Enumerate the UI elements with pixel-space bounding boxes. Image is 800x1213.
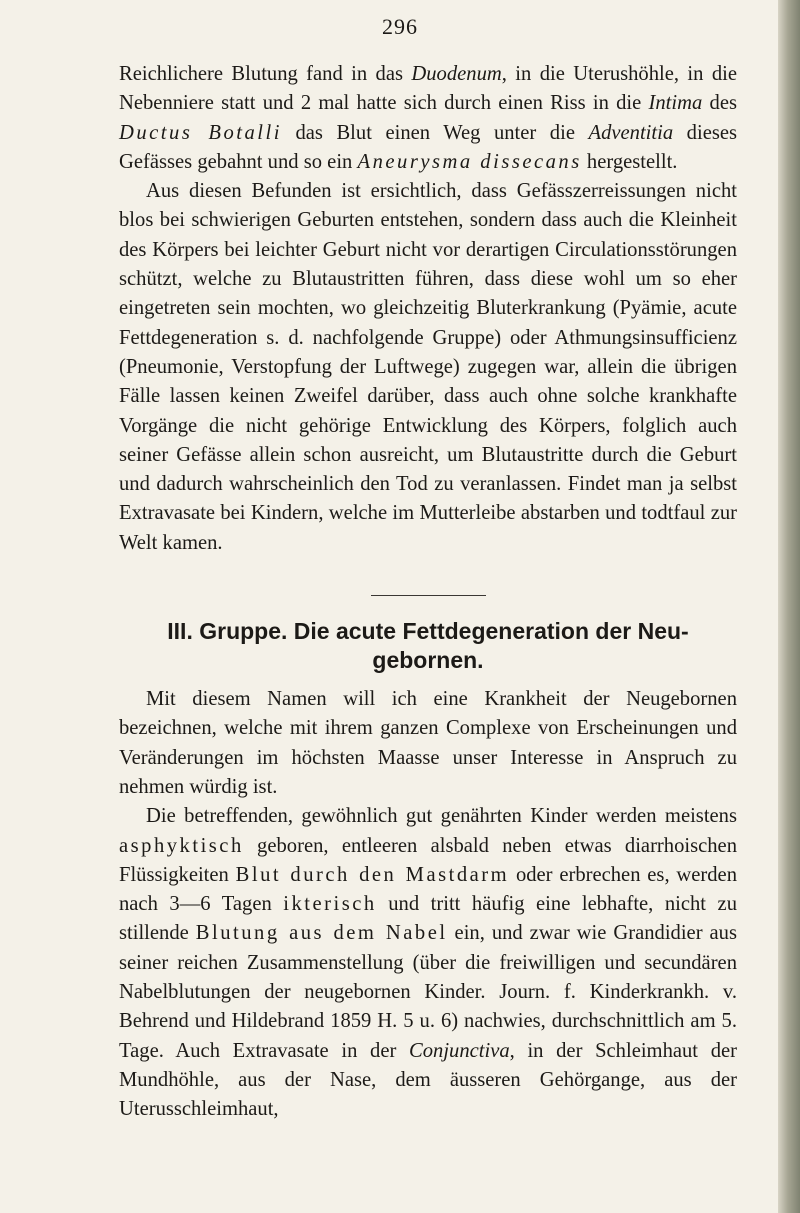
paragraph-findings: Aus diesen Befunden ist ersichtlich, dass Gefässzerreissungen nicht blos bei schwierigen Geburten entstehen, sondern dass auch die Kleinheit des Körpers bei leichter Geburt nicht vor derartigen Circulationsstörungen schützt, welche zu Blutaustritten führen, dass diese wohl um so eher eingetreten sein mochten, wo gleichzeitig Bluterkrankung (Pyämie, acute Fettdegeneration s. d. nachfolgende Gruppe) oder Athmungsinsufficienz (Pneumonie, Verstopfung der Luftwege) zugegen war, allein die übrigen Fälle lassen keinen Zweifel darüber, dass auch ohne solche krankhafte Vorgänge die nicht gehörige Entwicklung des Körpers, folglich auch seiner Gefässe allein schon ausreicht, um Blutaustritte durch die Geburt und dadurch wahrscheinlich den Tod zu veranlassen. Findet man ja selbst Extravasate bei Kindern, welche im Mutterleibe abstarben und todtfaul zur Welt kamen. — [119, 180, 737, 554]
spaced-term: asphyktisch — [119, 834, 244, 857]
book-edge-shadow — [778, 0, 800, 1213]
section-heading-line: gebornen. — [372, 647, 484, 674]
text-run: ein, und zwar wie Grandidier aus seiner reichen Zusammenstellung (über die freiwilligen und secundären Nabelblutungen der neugebornen Kinder. Journ. f. Kinderkrankh. v. Behrend und Hildebrand 1859 H. 5 u. 6) nachwies, durchschnittlich am 5. Tage. Auch Extravasate in der — [119, 922, 737, 1062]
paragraph-symptoms — [119, 802, 737, 1124]
text-run: dieses Gefässes gebahnt und so ein — [119, 121, 737, 173]
spaced-italic-term: Ductus Botalli — [119, 121, 282, 144]
text-run: das Blut einen Weg unter die — [281, 121, 589, 144]
paragraph-intro: Mit diesem Namen will ich eine Krankheit der Neugebornen bezeichnen, welche mit ihrem ganzen Complexe von Erscheinungen und Veränderungen im höchsten Maasse unser Interesse in Anspruch zu nehmen würdig ist. — [119, 688, 737, 798]
spaced-term: Blutung aus dem Nabel — [195, 922, 448, 945]
spaced-term: Blut durch den Mastdarm — [235, 863, 510, 886]
text-run: oder erbrechen es, werden nach 3—6 Tagen — [119, 863, 737, 916]
section-divider — [371, 595, 486, 596]
text-run: hergestellt. — [581, 150, 678, 173]
page-number: 296 — [382, 14, 418, 39]
spaced-term: ikterisch — [283, 893, 377, 916]
spaced-italic-term: Aneurysma dissecans — [357, 150, 582, 173]
body-text — [119, 60, 737, 1125]
text-run: , in der Schleimhaut der Mundhöhle, aus der Nase, dem äusseren Gehörgange, aus der Uterusschleimhaut, — [119, 1039, 737, 1121]
italic-term: Conjunctiva — [408, 1039, 510, 1062]
section-heading-line: III. Gruppe. Die acute Fettdegeneration der Neu- — [167, 618, 689, 645]
text-run: des — [702, 92, 737, 115]
text-run: , in die Uterushöhle, in die Nebenniere statt und 2 mal hatte sich durch einen Riss in die — [119, 63, 737, 115]
italic-term: Duodenum — [411, 63, 502, 85]
text-run: geboren, entleeren alsbald neben etwas diarrhoischen Flüssigkeiten — [119, 834, 737, 886]
text-run: Die betreffenden, gewöhnlich gut genährten Kinder werden meistens — [146, 805, 737, 828]
text-run: Reichlichere Blutung fand in das — [119, 63, 412, 85]
text-run: und tritt häufig eine lebhafte, nicht zu stillende — [119, 893, 737, 945]
paragraph-continued — [119, 60, 737, 177]
section-heading — [119, 617, 737, 675]
italic-term: Intima — [648, 92, 703, 115]
italic-term: Adventitia — [588, 121, 674, 144]
